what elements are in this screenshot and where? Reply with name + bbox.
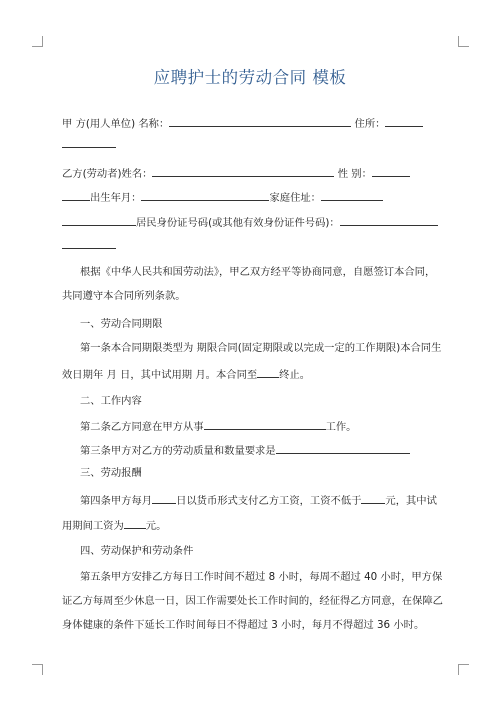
pay-day-blank[interactable] (152, 492, 176, 504)
party-b-gender-label: 性 别： (337, 168, 372, 180)
party-b-id-line (62, 214, 438, 230)
job-position-blank[interactable] (204, 418, 326, 430)
article-4-text-a: 第四条甲方每月 (80, 495, 153, 507)
article-1-line-2 (62, 366, 310, 382)
party-b-leading-blank[interactable] (62, 189, 90, 201)
min-wage-blank[interactable] (361, 492, 385, 504)
article-4-text-e: 元。 (145, 520, 167, 532)
crop-mark-bottom-left (32, 664, 43, 675)
party-b-birth-label: 出生年月： (90, 192, 142, 204)
party-a-address-label: 住所： (354, 118, 386, 130)
article-1-line-1: 第一条本合同期限类型为 期限合同(固定期限或以完成一定的工作期限)本合同生 (80, 342, 442, 354)
party-a-label: 甲 方(用人单位) 名称： (62, 118, 170, 130)
party-b-name-label: 乙方(劳动者)姓名： (62, 168, 153, 180)
party-b-home-label: 家庭住址： (269, 192, 321, 204)
work-requirements-blank[interactable] (276, 442, 410, 454)
party-b-line (62, 165, 410, 181)
article-2-text-a: 第二条乙方同意在甲方从事 (80, 421, 204, 433)
article-3-text: 第三条甲方对乙方的劳动质量和数量要求是 (80, 445, 276, 457)
article-5-line-1: 第五条甲方安排乙方每日工作时间不超过 8 小时，每周不超过 40 小时，甲方保 (80, 571, 443, 583)
section-1-heading: 一、劳动合同期限 (80, 318, 163, 330)
party-b-id-blank-2[interactable] (62, 237, 116, 249)
probation-wage-blank[interactable] (124, 517, 146, 529)
party-a-line (62, 115, 423, 131)
party-b-birth-blank[interactable] (141, 189, 269, 201)
article-5-line-2: 证乙方每周至少休息一日，因工作需要处长工作时间的，经征得乙方同意，在保障乙 (62, 595, 443, 607)
party-b-id-label: 居民身份证号码(或其他有效身份证件号码)： (136, 217, 340, 229)
section-4-heading: 四、劳动保护和劳动条件 (80, 545, 194, 557)
preamble-line-1: 根据《中华人民共和国劳动法》，甲乙双方经平等协商同意，自愿签订本合同， (80, 266, 436, 278)
party-a-name-blank[interactable] (169, 115, 351, 127)
contract-end-blank[interactable] (257, 366, 279, 378)
party-a-address-blank[interactable] (385, 115, 423, 127)
article-5-line-3: 身体健康的条件下延长工作时间每日不得超过 3 小时，每月不得超过 36 小时。 (62, 619, 425, 631)
article-1-text-b: 终止。 (279, 369, 311, 381)
article-3-line (80, 442, 410, 458)
party-b-id-continuation (62, 237, 116, 253)
section-3-heading: 三、劳动报酬 (80, 467, 142, 479)
article-2-text-b: 工作。 (325, 421, 357, 433)
section-2-heading: 二、工作内容 (80, 395, 142, 407)
article-1-text-a: 效日期年 月 日，其中试用期 月。本合同至 (62, 369, 258, 381)
article-2-line (80, 418, 356, 434)
party-a-address-blank-2[interactable] (62, 136, 116, 148)
party-b-id-blank[interactable] (340, 214, 438, 226)
article-4-text-b: 日以货币形式支付乙方工资，工资不低于 (176, 495, 362, 507)
article-4-text-d: 用期间工资为 (62, 520, 124, 532)
article-4-line-2 (62, 517, 166, 533)
party-b-id-leading-blank[interactable] (62, 214, 136, 226)
party-b-gender-blank[interactable] (372, 165, 410, 177)
party-b-birth-line (62, 189, 383, 205)
article-4-text-c: 元，其中试 (385, 495, 437, 507)
preamble-line-2: 共同遵守本合同所列条款。 (62, 290, 186, 302)
party-b-home-blank[interactable] (321, 189, 383, 201)
crop-mark-top-left (32, 36, 43, 47)
party-b-name-blank[interactable] (152, 165, 334, 177)
article-4-line-1 (80, 492, 437, 508)
document-title: 应聘护士的劳动合同 模板 (153, 68, 347, 87)
crop-mark-top-right (458, 36, 469, 47)
party-a-address-continuation (62, 136, 116, 152)
crop-mark-bottom-right (458, 664, 469, 675)
